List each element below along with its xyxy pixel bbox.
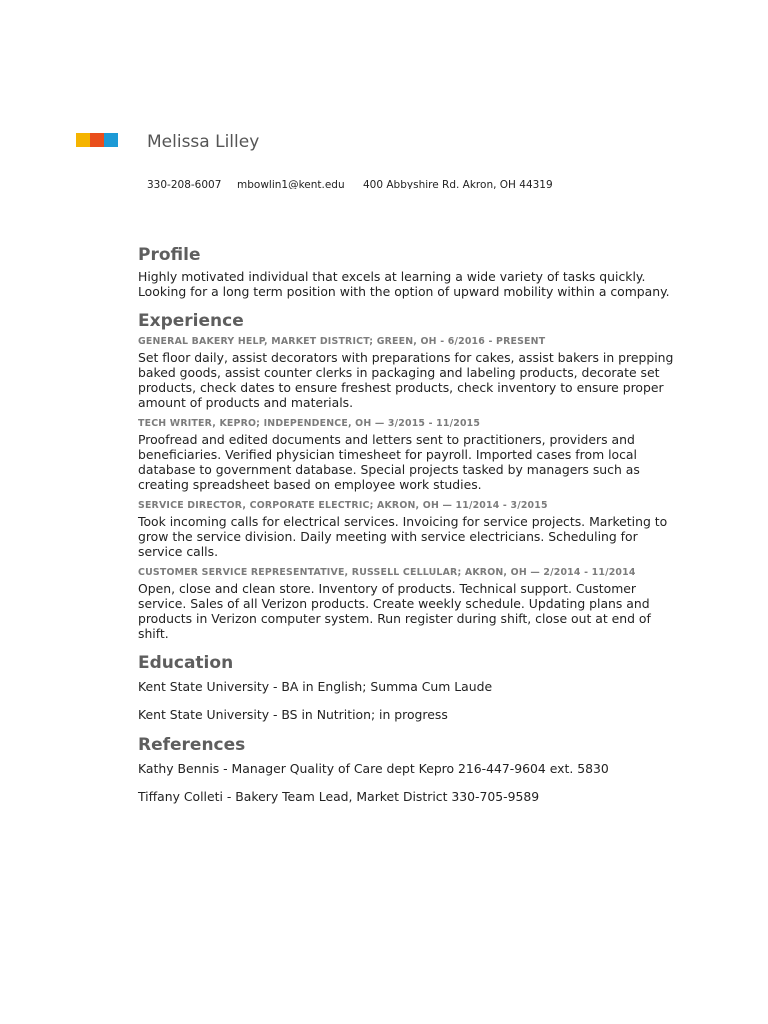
job-description: Set floor daily, assist decorators with preparations for cakes, assist bakers in prepping baked goods, assist counter clerks in packaging and labeling products, decorate set products, check dates to ensure freshest products, check inventory to ensure proper amount of products and materials.: [138, 350, 674, 411]
profile-heading: Profile: [138, 245, 201, 265]
job-description: Took incoming calls for electrical services. Invoicing for service projects. Marketing to grow the service division. Daily meeting with service electricians. Scheduling for service calls.: [138, 514, 668, 560]
reference-item: Kathy Bennis - Manager Quality of Care dept Kepro 216-447-9604 ext. 5830: [138, 761, 609, 777]
logo-squares: [76, 133, 118, 147]
education-heading: Education: [138, 653, 234, 674]
job-description: Open, close and clean store. Inventory of products. Technical support. Customer service. Sales of all Verizon products. Create weekly schedule. Updating plans and products in Verizon computer system. Run register during shift, close out at end of shift.: [138, 581, 651, 642]
contact-email: mbowlin1@kent.edu: [237, 179, 345, 189]
job-entry: [138, 500, 678, 559]
job-entry: [138, 336, 678, 410]
logo-square-blue: [104, 133, 118, 147]
job-entry: [138, 567, 678, 641]
logo-square-red: [90, 133, 104, 147]
contact-phone: 330-208-6007: [147, 179, 222, 189]
job-description: Proofread and edited documents and letters sent to practitioners, providers and beneficiaries. Verified physician timesheet for payroll. Imported cases from local database to government database. Special projects tasked by managers such as creating spreadsheet based on employee work studies.: [138, 432, 640, 493]
experience-section: [138, 310, 678, 641]
profile-text: Highly motivated individual that excels at learning a wide variety of tasks quickly. Looking for a long term position with the option of upward mobility within a company.: [138, 269, 670, 300]
profile-section: [138, 244, 678, 299]
resume-body: [138, 244, 678, 805]
references-heading: References: [138, 735, 246, 756]
contact-address: 400 Abbyshire Rd. Akron, OH 44319: [363, 179, 553, 189]
references-section: [138, 734, 678, 805]
reference-item: Tiffany Colleti - Bakery Team Lead, Market District 330-705-9589: [138, 789, 540, 805]
education-item: Kent State University - BS in Nutrition; in progress: [138, 707, 448, 723]
contact-line: [147, 179, 553, 189]
job-title: GENERAL BAKERY HELP, MARKET DISTRICT; GREEN, OH - 6/2016 - PRESENT: [138, 336, 546, 348]
logo-square-yellow: [76, 133, 90, 147]
education-section: [138, 652, 678, 723]
applicant-name: Melissa Lilley: [147, 132, 260, 152]
job-title: TECH WRITER, KEPRO; INDEPENDENCE, OH — 3/2015 - 11/2015: [138, 418, 481, 430]
job-entry: [138, 418, 678, 492]
education-item: Kent State University - BA in English; Summa Cum Laude: [138, 679, 493, 695]
experience-heading: Experience: [138, 311, 244, 332]
job-title: SERVICE DIRECTOR, CORPORATE ELECTRIC; AKRON, OH — 11/2014 - 3/2015: [138, 500, 548, 512]
job-title: CUSTOMER SERVICE REPRESENTATIVE, RUSSELL CELLULAR; AKRON, OH — 2/2014 - 11/2014: [138, 567, 636, 579]
